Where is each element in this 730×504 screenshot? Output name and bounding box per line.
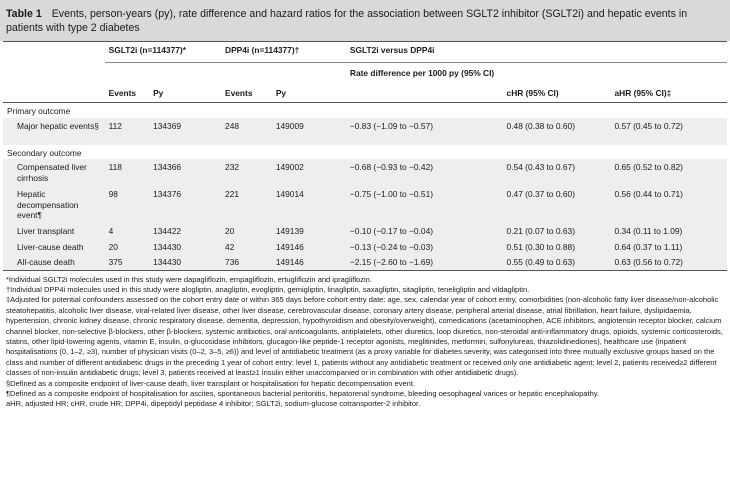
footnote: †Individual DPP4i molecules used in this study were alogliptin, anagliptin, evogliptin, gemigliptin, linagliptin, saxagliptin, sitagliptin, teneligliptin and vildagliptin. <box>6 284 530 294</box>
cell-dpp4i-events: 232 <box>221 159 272 186</box>
cell-rate-difference: −0.83 (−1.09 to −0.57) <box>346 118 503 145</box>
cell-rate-difference: −0.68 (−0.93 to −0.42) <box>346 159 503 186</box>
results-table <box>3 41 727 271</box>
footnote: aHR, adjusted HR; cHR, crude HR; DPP4i, dipeptidyl peptidase 4 inhibitor; SGLT2i, sodium-glucose cotransporter-2 inhibitor. <box>6 399 421 409</box>
row-label: All-cause death <box>3 254 105 270</box>
cell-sglt2i-py: 134366 <box>149 159 221 186</box>
cell-chr: 0.51 (0.30 to 0.88) <box>503 239 611 255</box>
col-header-dpp4i-py: Py <box>272 63 346 103</box>
cell-dpp4i-py: 149014 <box>272 186 346 223</box>
cell-rate-difference: −0.75 (−1.00 to −0.51) <box>346 186 503 223</box>
col-header-sglt2i-events: Events <box>105 63 149 103</box>
cell-rate-difference: −0.10 (−0.17 to −0.04) <box>346 223 503 239</box>
header-blank <box>3 42 105 63</box>
footnote: §Defined as a composite endpoint of liver-cause death, liver transplant or hospitalisation for hepatic decompensation event. <box>6 378 415 388</box>
table-row <box>3 254 727 270</box>
table-caption <box>0 0 730 41</box>
table-footnotes <box>6 275 724 410</box>
col-header-chr: cHR (95% CI) <box>503 63 611 103</box>
cell-ahr: 0.34 (0.11 to 1.09) <box>611 223 728 239</box>
cell-chr: 0.47 (0.37 to 0.60) <box>503 186 611 223</box>
cell-sglt2i-events: 118 <box>105 159 149 186</box>
cell-ahr: 0.63 (0.56 to 0.72) <box>611 254 728 270</box>
cell-sglt2i-events: 20 <box>105 239 149 255</box>
cell-sglt2i-py: 134376 <box>149 186 221 223</box>
cell-dpp4i-events: 248 <box>221 118 272 145</box>
footnote: ¶Defined as a composite endpoint of hospitalisation for ascites, spontaneous bacterial peritonitis, hepatorenal syndrome, bleeding oesophageal varices or hepatic encephalopathy. <box>6 388 600 398</box>
table-row <box>3 186 727 223</box>
cell-ahr: 0.64 (0.37 to 1.11) <box>611 239 728 255</box>
table-row <box>3 159 727 186</box>
cell-dpp4i-events: 42 <box>221 239 272 255</box>
cell-sglt2i-events: 112 <box>105 118 149 145</box>
section-title-secondary: Secondary outcome <box>3 145 727 160</box>
footnote: *Individual SGLT2i molecules used in this study were dapagliflozin, empagliflozin, ertugliflozin and ipragliflozin. <box>6 274 372 284</box>
table-title: Events, person-years (py), rate difference and hazard ratios for the association between SGLT2 inhibitor (SGLT2i) and hepatic events in patients with type 2 diabetes <box>6 8 688 34</box>
col-header-dpp4i-events: Events <box>221 63 272 103</box>
table-label: Table 1 <box>6 8 42 20</box>
cell-sglt2i-events: 98 <box>105 186 149 223</box>
cell-chr: 0.55 (0.49 to 0.63) <box>503 254 611 270</box>
cell-dpp4i-events: 736 <box>221 254 272 270</box>
cell-chr: 0.21 (0.07 to 0.63) <box>503 223 611 239</box>
row-label: Hepatic decompensation event¶ <box>3 186 105 223</box>
table-row <box>3 223 727 239</box>
cell-dpp4i-py: 149146 <box>272 254 346 270</box>
cell-dpp4i-py: 149009 <box>272 118 346 145</box>
cell-ahr: 0.56 (0.44 to 0.71) <box>611 186 728 223</box>
cell-chr: 0.48 (0.38 to 0.60) <box>503 118 611 145</box>
cell-sglt2i-events: 4 <box>105 223 149 239</box>
row-label: Major hepatic events§ <box>3 118 105 145</box>
cell-dpp4i-events: 20 <box>221 223 272 239</box>
col-header-ahr: aHR (95% CI)‡ <box>611 63 728 103</box>
header-blank-2 <box>3 63 105 103</box>
cell-sglt2i-py: 134430 <box>149 239 221 255</box>
cell-sglt2i-py: 134369 <box>149 118 221 145</box>
table-row <box>3 118 727 145</box>
row-label: Liver transplant <box>3 223 105 239</box>
col-header-sglt2i-py: Py <box>149 63 221 103</box>
cell-sglt2i-py: 134422 <box>149 223 221 239</box>
footnote: ‡Adjusted for potential confounders assessed on the cohort entry date or within 365 days before cohort entry date: age, sex, calendar year of cohort entry, comorbidities (non-alcoholic fatty liver disease/non-alcoholic steatohepatitis, alcoholic liver disease, viral-related liver disease, other liver disease, cerebrovascular disease, coronary artery disease, peripheral arterial disease, atrial fibrillation, heart failure, dyslipidaemia, hypertension, chronic kidney disease, chronic respiratory disease, dementia, depression, hypothyroidism and obesity/overweight), comedications (acetaminophen, ACE inhibitors, angiotensin receptor blocker, calcium channel blocker, non-selective β-blockers, other β-blockers, systemic antibiotics, oral anticoagulants, antiplatelets, other diuretics, loop diuretics, non-steroidal anti-inflammatory drugs, opioids, systemic corticosteroids, statins, other lipid-lowering agents, vitamin E, insulin, α-glucosidase inhibitors, glucagon-like peptide-1 receptor agonists, meglitinides, metformin, sulfonylureas, thiazolidinediones), healthcare use (inpatient hospitalisations (0, 1–2, ≥3), number of physician visits (0–2, 3–5, ≥6)) and level of antidiabetic treatment (as a proxy variable for diabetes severity, was categorised into three mutually exclusive groups based on the class and number of different antidiabetic drugs in the preceding 1 year of cohort entry: level 1, patients without any antidiabetic treatment or received only one antidiabetic agent; level 2, patients received≥2 different classes of non-insulin antidiabetic drugs; level 3, patients received at least≥1 insulin either unaccompanied or in combination with other antidiabetic drugs). <box>6 295 723 378</box>
col-header-rate-difference: Rate difference per 1000 py (95% CI) <box>346 63 503 103</box>
group-header-dpp4i: DPP4i (n=114377)† <box>221 42 346 63</box>
table-row <box>3 239 727 255</box>
cell-dpp4i-py: 149146 <box>272 239 346 255</box>
group-header-comparison: SGLT2i versus DPP4i <box>346 42 727 63</box>
cell-sglt2i-py: 134430 <box>149 254 221 270</box>
cell-ahr: 0.65 (0.52 to 0.82) <box>611 159 728 186</box>
group-header-sglt2i: SGLT2i (n=114377)* <box>105 42 221 63</box>
cell-rate-difference: −0.13 (−0.24 to −0.03) <box>346 239 503 255</box>
cell-dpp4i-events: 221 <box>221 186 272 223</box>
section-title-primary: Primary outcome <box>3 103 727 118</box>
cell-ahr: 0.57 (0.45 to 0.72) <box>611 118 728 145</box>
cell-sglt2i-events: 375 <box>105 254 149 270</box>
row-label: Compensated liver cirrhosis <box>3 159 105 186</box>
cell-chr: 0.54 (0.43 to 0.67) <box>503 159 611 186</box>
cell-dpp4i-py: 149139 <box>272 223 346 239</box>
row-label: Liver-cause death <box>3 239 105 255</box>
cell-rate-difference: −2.15 (−2.60 to −1.69) <box>346 254 503 270</box>
cell-dpp4i-py: 149002 <box>272 159 346 186</box>
